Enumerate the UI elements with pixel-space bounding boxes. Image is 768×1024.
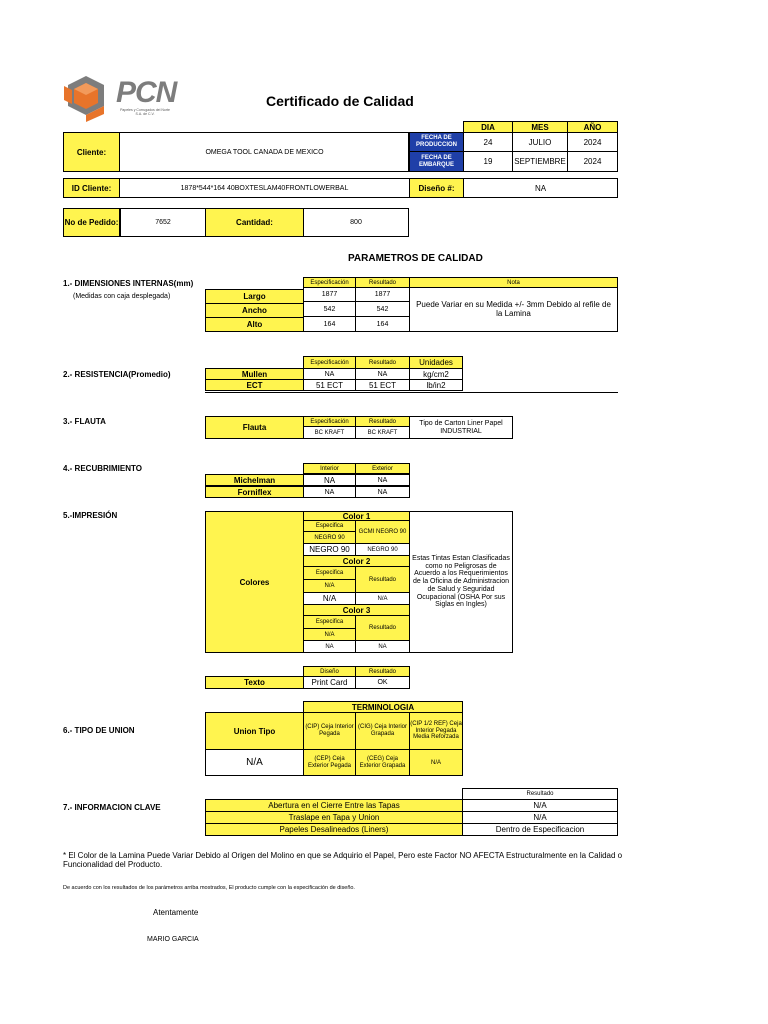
color3-res-header: Resultado bbox=[355, 615, 410, 641]
ano-header: AÑO bbox=[567, 121, 618, 133]
color2-res: N/A bbox=[355, 592, 410, 605]
recub-row-forniflex-int: NA bbox=[303, 486, 356, 498]
dimensiones-subtitle: (Medidas con caja desplegada) bbox=[73, 293, 171, 300]
section-title: PARAMETROS DE CALIDAD bbox=[348, 253, 483, 264]
info-row-abertura-res: N/A bbox=[462, 799, 618, 812]
texto-res: OK bbox=[355, 676, 410, 689]
dim-row-ancho-spec: 542 bbox=[303, 301, 356, 317]
dim-row-largo-spec: 1877 bbox=[303, 287, 356, 302]
res-row-ect-label: ECT bbox=[205, 379, 304, 391]
impresion-title: 5.-IMPRESIÓN bbox=[63, 511, 118, 520]
id-cliente-value: 1878*544*164 40BOXTESLAM40FRONTLOWERBAL bbox=[180, 184, 349, 192]
footer-statement: De acuerdo con los resultados de los parámetros arriba mostrados, El producto cumple con la especificación de diseño. bbox=[63, 885, 355, 891]
union-tipo-label: Union Tipo bbox=[205, 712, 304, 750]
res-col-spec: Especificación bbox=[303, 356, 356, 369]
recub-row-michelman-ext: NA bbox=[355, 474, 410, 486]
recub-col-ext: Exterior bbox=[355, 463, 410, 474]
color1-res-header: GCMI NEGRO 90 bbox=[355, 520, 410, 544]
logo-subtitle-line2: S.A. de C.V. bbox=[135, 112, 155, 117]
union-t3: (CIP 1/2 REF) Ceja Interior Pegada Media Reforzada bbox=[409, 712, 463, 750]
impresion-nota: Estas Tintas Estan Clasificadas como no Peligrosas de Acuerdo a los Requerimientos de la Oficina de Administracion de Salud y Seguridad Ocupacional (OSHA Por sus Siglas en Ingles) bbox=[409, 511, 513, 653]
recub-row-forniflex-ext: NA bbox=[355, 486, 410, 498]
texto-label: Texto bbox=[205, 676, 304, 689]
color3-title: Color 3 bbox=[303, 604, 410, 616]
info-row-papeles-res: Dentro de Especificacion bbox=[462, 823, 618, 836]
res-underline bbox=[205, 392, 618, 393]
mes-header: MES bbox=[512, 121, 568, 133]
dim-row-ancho-res: 542 bbox=[355, 301, 410, 317]
color2-spec: N/A bbox=[303, 592, 356, 605]
recub-row-forniflex-label: Forniflex bbox=[205, 486, 304, 498]
cantidad-value: 800 bbox=[303, 208, 409, 237]
color3-spec: NA bbox=[303, 640, 356, 653]
dim-col-spec: Especificación bbox=[303, 277, 356, 288]
dim-row-alto-res: 164 bbox=[355, 316, 410, 332]
res-row-ect-res: 51 ECT bbox=[355, 379, 410, 391]
embarque-mes: SEPTIEMBRE bbox=[512, 151, 568, 172]
union-tipo-value: N/A bbox=[205, 749, 304, 776]
cliente-label: Cliente: bbox=[63, 132, 120, 172]
union-t2: (CIG) Ceja Interior Grapada bbox=[355, 712, 410, 750]
color1-title: Color 1 bbox=[303, 511, 410, 521]
dim-row-alto-spec: 164 bbox=[303, 316, 356, 332]
dia-header: DIA bbox=[463, 121, 513, 133]
res-row-ect-unit: lb/in2 bbox=[409, 379, 463, 391]
color3-res: NA bbox=[355, 640, 410, 653]
company-logo bbox=[64, 74, 194, 124]
color2-especifica: Especifica bbox=[303, 566, 356, 580]
res-row-mullen-res: NA bbox=[355, 368, 410, 380]
cliente-value: OMEGA TOOL CANADA DE MEXICO bbox=[205, 148, 324, 156]
dim-col-res: Resultado bbox=[355, 277, 410, 288]
color3-esp-value: N/A bbox=[303, 628, 356, 641]
pedido-value: 7652 bbox=[120, 208, 206, 237]
color2-res-header: Resultado bbox=[355, 566, 410, 593]
union-t4: (CEP) Ceja Exterior Pegada bbox=[303, 749, 356, 776]
colores-label: Colores bbox=[205, 511, 304, 653]
signer-name: MARIO GARCIA bbox=[147, 936, 199, 943]
dim-col-nota: Nota bbox=[409, 277, 618, 288]
pcn-cube-logo-icon bbox=[64, 74, 114, 124]
recub-row-michelman-int: NA bbox=[303, 474, 356, 486]
flauta-col-spec: Especificación bbox=[303, 416, 356, 427]
union-t6: N/A bbox=[409, 749, 463, 776]
union-t5: (CEG) Ceja Exterior Grapada bbox=[355, 749, 410, 776]
dim-row-alto-label: Alto bbox=[205, 317, 304, 332]
recub-row-michelman-label: Michelman bbox=[205, 474, 304, 486]
res-row-mullen-spec: NA bbox=[303, 368, 356, 380]
informacion-title: 7.- INFORMACION CLAVE bbox=[63, 803, 161, 812]
info-row-traslape-res: N/A bbox=[462, 811, 618, 824]
texto-diseno: Print Card bbox=[303, 676, 356, 689]
color2-title: Color 2 bbox=[303, 555, 410, 567]
texto-col-res: Resultado bbox=[355, 666, 410, 677]
footer-note: * El Color de la Lamina Puede Variar Debido al Origen del Molino en que se Adquirio el Papel, Pero este Factor NO AFECTA Estructuralmente en la Calidad o Funcionalidad del Producto. bbox=[63, 851, 623, 869]
res-row-mullen-unit: kg/cm2 bbox=[409, 368, 463, 380]
info-col-res: Resultado bbox=[462, 788, 618, 800]
res-col-units: Unidades bbox=[409, 356, 463, 369]
flauta-spec: BC KRAFT bbox=[303, 426, 356, 439]
info-row-abertura-label: Abertura en el Cierre Entre las Tapas bbox=[205, 799, 463, 812]
produccion-ano: 2024 bbox=[567, 132, 618, 152]
color1-spec: NEGRO 90 bbox=[303, 543, 356, 556]
logo-name: PCN bbox=[116, 76, 177, 109]
resistencia-title: 2.- RESISTENCIA(Promedio) bbox=[63, 370, 171, 379]
embarque-dia: 19 bbox=[463, 151, 513, 172]
fecha-embarque-label: FECHA DE EMBARQUE bbox=[409, 151, 464, 172]
pedido-label: No de Pedido: bbox=[63, 208, 120, 237]
dim-row-ancho-label: Ancho bbox=[205, 303, 304, 318]
terminologia-header: TERMINOLOGIA bbox=[303, 701, 463, 713]
atentamente: Atentamente bbox=[153, 908, 199, 917]
flauta-title: 3.- FLAUTA bbox=[63, 417, 106, 426]
flauta-res: BC KRAFT bbox=[355, 426, 410, 439]
diseno-label: Diseño #: bbox=[409, 178, 464, 198]
color1-especifica: Especifica bbox=[303, 520, 356, 532]
dim-nota: Puede Variar en su Medida +/- 3mm Debido al refile de la Lamina bbox=[409, 287, 618, 332]
color3-especifica: Especifica bbox=[303, 615, 356, 629]
union-title: 6.- TIPO DE UNION bbox=[63, 726, 135, 735]
document-title: Certificado de Calidad bbox=[266, 93, 414, 109]
recubrimiento-title: 4.- RECUBRIMIENTO bbox=[63, 464, 142, 473]
texto-col-diseno: Diseño bbox=[303, 666, 356, 677]
diseno-value: NA bbox=[463, 178, 618, 198]
color2-esp-value: N/A bbox=[303, 579, 356, 593]
embarque-ano: 2024 bbox=[567, 151, 618, 172]
logo-subtitle-line1: Papeles y Corrugados del Norte bbox=[120, 108, 170, 112]
cantidad-label: Cantidad: bbox=[205, 208, 304, 237]
flauta-label: Flauta bbox=[205, 416, 304, 439]
color1-res: NEGRO 90 bbox=[355, 543, 410, 556]
dim-row-largo-label: Largo bbox=[205, 289, 304, 304]
dimensiones-title: 1.- DIMENSIONES INTERNAS(mm) bbox=[63, 279, 194, 288]
flauta-nota: Tipo de Carton Liner Papel INDUSTRIAL bbox=[409, 416, 513, 439]
flauta-col-res: Resultado bbox=[355, 416, 410, 427]
res-row-ect-spec: 51 ECT bbox=[303, 379, 356, 391]
recub-col-int: Interior bbox=[303, 463, 356, 474]
fecha-produccion-label: FECHA DE PRODUCCION bbox=[409, 132, 464, 152]
res-row-mullen-label: Mullen bbox=[205, 368, 304, 380]
dim-row-largo-res: 1877 bbox=[355, 287, 410, 302]
produccion-mes: JULIO bbox=[512, 132, 568, 152]
info-row-traslape-label: Traslape en Tapa y Union bbox=[205, 811, 463, 824]
union-t1: (CIP) Ceja Interior Pegada bbox=[303, 712, 356, 750]
res-col-res: Resultado bbox=[355, 356, 410, 369]
info-row-papeles-label: Papeles Desalineados (Liners) bbox=[205, 823, 463, 836]
id-cliente-label: ID Cliente: bbox=[63, 178, 120, 198]
produccion-dia: 24 bbox=[463, 132, 513, 152]
color1-esp-value: NEGRO 90 bbox=[303, 531, 356, 544]
